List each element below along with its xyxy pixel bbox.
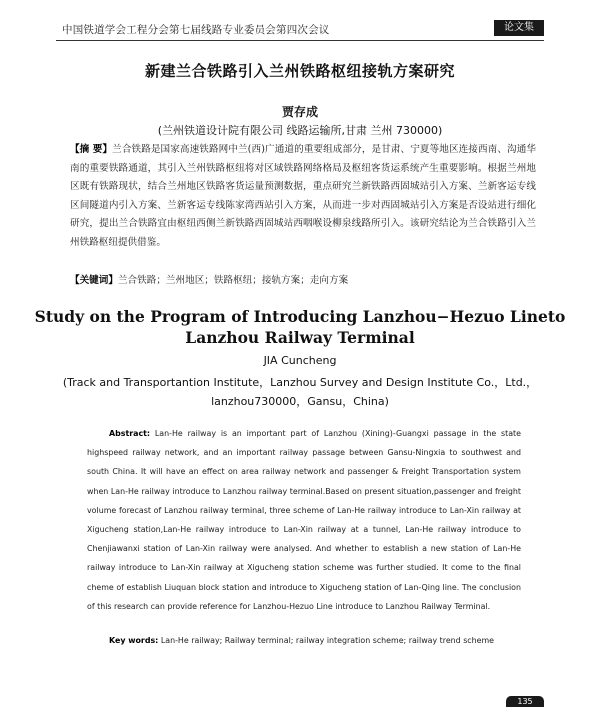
chinese-keywords-text: 兰合铁路；兰州地区；铁路枢纽；接轨方案；走向方案 bbox=[117, 275, 349, 286]
english-abstract-label: Abstract: bbox=[109, 429, 151, 438]
chinese-keywords bbox=[70, 272, 536, 286]
header-rule bbox=[56, 40, 544, 41]
chinese-abstract bbox=[70, 141, 536, 253]
english-title: Study on the Program of Introducing Lanzhou−Hezuo Lineto Lanzhou Railway Terminal bbox=[34, 307, 566, 347]
chinese-abstract-label: 【摘 要】 bbox=[70, 144, 113, 155]
english-author: JIA Cuncheng bbox=[263, 354, 337, 367]
english-abstract-text: Lan-He railway is an important part of Lanzhou (Xining)-Guangxi passage in the state highspeed railway network, and an important railway passage between Gansu-Ningxia to southwest and south China. It will have an effect on area railway network and passenger & Freight Transportation system when Lan-He railway introduce to Lanzhou railway terminal.Based on present situation,passenger and freight volume forecast of Lanzhou railway terminal, three scheme of Lan-He railway introduce to Lan-Xin railway at Xigucheng station,Lan-He railway introduce to Lan-Xin railway at a tunnel, Lan-He railway introduce to Chenjiawanxi station of Lan-Xin railway were analysed. And whether to establish a new station of Lan-He railway introduce to Lan-Xin railway at Xigucheng station scheme was further studied. It come to the final cheme of establish Liuquan block station and introduce to Xigucheng station of Lan-Qing line. The conclusion of this research can provide reference for Lanzhou-Hezuo Line introduce to Lanzhou Railway Terminal. bbox=[87, 429, 521, 611]
chinese-author: 贾存成 bbox=[281, 105, 318, 119]
chinese-abstract-text: 兰合铁路是国家高速铁路网中兰(西)广通道的重要组成部分，是甘肃、宁夏等地区连接西南、沟通华南的重要铁路通道，其引入兰州铁路枢纽将对区域铁路网络格局及枢纽客货运系统产生重要影响。根据兰州地区既有铁路现状，结合兰州地区铁路客货运量预测数据，重点研究兰新铁路西固城站引入方案、兰新客运专线区间隧道内引入方案、兰新客运专线陈家湾西站引入方案，从而进一步对西固城站引入方案是否设站进行细化研究，提出兰合铁路宜由枢纽西侧兰新铁路西固城站西咽喉设柳泉线路所引入。该研究结论为兰合铁路引入兰州铁路枢纽提供借鉴。 bbox=[70, 144, 536, 248]
english-keywords-text: Lan-He railway; Railway terminal; railway integration scheme; railway trend scheme bbox=[160, 636, 495, 645]
header-badge: 论文集 bbox=[494, 20, 544, 36]
english-affiliation: (Track and Transportantion Institute，Lanzhou Survey and Design Institute Co.，Ltd.，lanzhou730000，Gansu，China) bbox=[62, 376, 538, 408]
english-keywords-label: Key words: bbox=[109, 636, 159, 645]
english-abstract bbox=[87, 424, 521, 616]
chinese-affiliation: (兰州铁道设计院有限公司 线路运输所,甘肃 兰州 730000) bbox=[157, 124, 443, 137]
chinese-keywords-label: 【关键词】 bbox=[70, 275, 118, 286]
running-header bbox=[56, 20, 544, 38]
english-keywords bbox=[109, 636, 539, 645]
page-number: 135 bbox=[506, 696, 544, 707]
chinese-title: 新建兰合铁路引入兰州铁路枢纽接轨方案研究 bbox=[144, 62, 455, 80]
running-title: 中国铁道学会工程分会第七届线路专业委员会第四次会议 bbox=[62, 24, 330, 36]
